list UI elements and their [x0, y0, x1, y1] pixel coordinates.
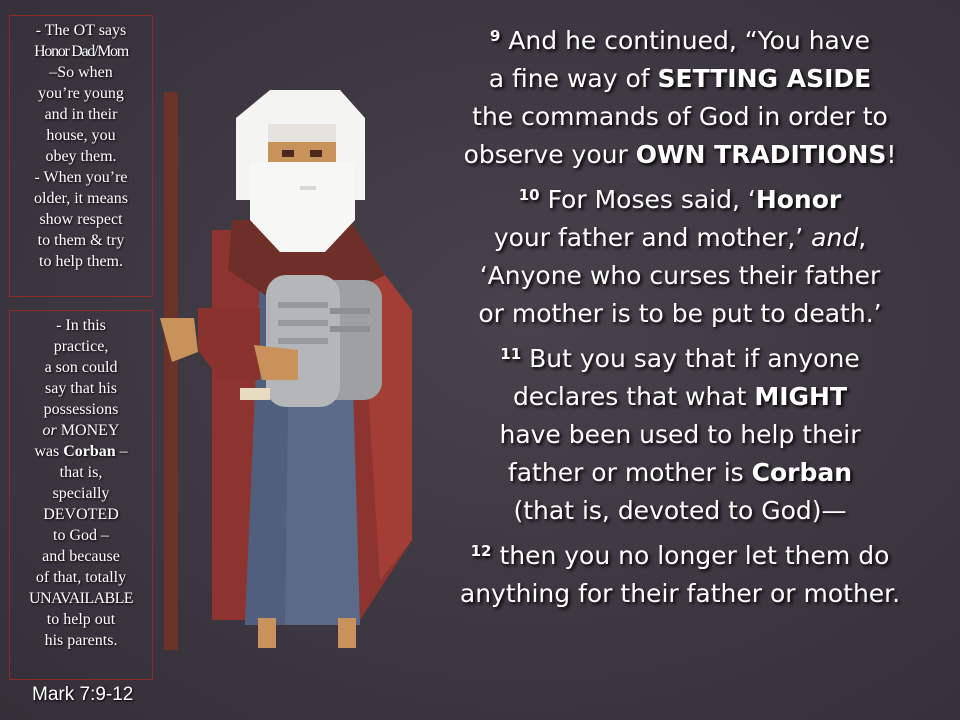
- verse-text: declares that what: [512, 382, 755, 411]
- verse-line: the commands of God in order to: [472, 102, 888, 131]
- verse-line: ‘Anyone who curses their father: [479, 261, 881, 290]
- note-line: - When you’re: [34, 169, 128, 186]
- note-honor-parents: [9, 15, 153, 297]
- note-line: his parents.: [44, 632, 118, 649]
- verse-number: 12: [470, 542, 492, 560]
- note-line: DEVOTED: [43, 506, 119, 523]
- note-line: to help out: [46, 611, 116, 628]
- note-line: UNAVAILABLE: [29, 590, 133, 607]
- verse-12: [412, 537, 948, 613]
- note-line: Honor Dad/Mom: [34, 43, 128, 60]
- verse-line: have been used to help their: [499, 420, 861, 449]
- verse-line: [412, 22, 948, 60]
- emphasis-might: MIGHT: [754, 382, 848, 411]
- note-line: show respect: [39, 211, 123, 228]
- note-line: to God –: [53, 527, 109, 544]
- emphasis-corban: Corban: [751, 458, 853, 487]
- verse-text: ,: [858, 223, 867, 252]
- note-text: MONEY: [56, 422, 120, 439]
- verse-text: your father and mother,’: [493, 223, 812, 252]
- emphasis-own-traditions: OWN TRADITIONS: [635, 140, 887, 169]
- note-line: specially: [52, 485, 110, 502]
- verse-9: [412, 22, 948, 174]
- note-line: and because: [42, 548, 120, 565]
- verse-line: or mother is to be put to death.’: [478, 299, 882, 328]
- note-line: –So when: [49, 64, 113, 81]
- note-line: [13, 441, 149, 462]
- note-text: was: [34, 443, 64, 460]
- verse-text: a fine way of: [488, 64, 658, 93]
- emphasis-or: or: [42, 422, 57, 439]
- emphasis-setting-aside: SETTING ASIDE: [657, 64, 872, 93]
- verse-text: But you say that if anyone: [521, 344, 860, 373]
- verse-text: then you no longer let them do: [491, 541, 890, 570]
- note-line: possessions: [43, 401, 119, 418]
- verse-number: 10: [518, 186, 540, 204]
- verse-line: [412, 340, 948, 378]
- note-line: that is,: [59, 464, 103, 481]
- note-line: a son could: [44, 359, 118, 376]
- verse-line: [412, 454, 948, 492]
- note-line: of that, totally: [35, 569, 127, 586]
- note-line: [13, 420, 149, 441]
- verse-line: anything for their father or mother.: [459, 579, 901, 608]
- note-line: house, you: [46, 127, 116, 144]
- note-line: and in their: [44, 106, 118, 123]
- verse-text: !: [886, 140, 897, 169]
- verse-line: [412, 537, 948, 575]
- note-line: obey them.: [45, 148, 117, 165]
- verse-line: (that is, devoted to God)—: [513, 496, 847, 525]
- verse-line: [412, 219, 948, 257]
- verse-11: [412, 340, 948, 530]
- note-line: to help them.: [39, 253, 123, 270]
- staff: [164, 92, 178, 650]
- note-line: practice,: [53, 338, 109, 355]
- scripture-passage: [412, 22, 948, 613]
- verse-text: And he continued, “You have: [500, 26, 871, 55]
- note-line: say that his: [45, 380, 117, 397]
- emphasis-honor: Honor: [755, 185, 842, 214]
- note-line: older, it means: [34, 190, 128, 207]
- note-line: to them & try: [37, 232, 125, 249]
- verse-text: father or mother is: [507, 458, 752, 487]
- note-corban-practice: [9, 310, 153, 680]
- verse-number: 9: [489, 27, 501, 45]
- verse-number: 11: [500, 345, 522, 363]
- verse-text: For Moses said, ‘: [539, 185, 756, 214]
- emphasis-corban: Corban: [63, 443, 116, 460]
- verse-line: [412, 378, 948, 416]
- note-text: –: [115, 443, 128, 460]
- note-line: - The OT says: [35, 22, 127, 39]
- verse-text: observe your: [463, 140, 636, 169]
- verse-line: [412, 181, 948, 219]
- verse-10: [412, 181, 948, 333]
- note-line: you’re young: [38, 85, 124, 102]
- moses-illustration: [150, 80, 420, 650]
- emphasis-and: and: [811, 223, 859, 252]
- scripture-reference: Mark 7:9-12: [32, 684, 134, 705]
- verse-line: [412, 60, 948, 98]
- verse-line: [412, 136, 948, 174]
- note-line: - In this: [56, 317, 106, 334]
